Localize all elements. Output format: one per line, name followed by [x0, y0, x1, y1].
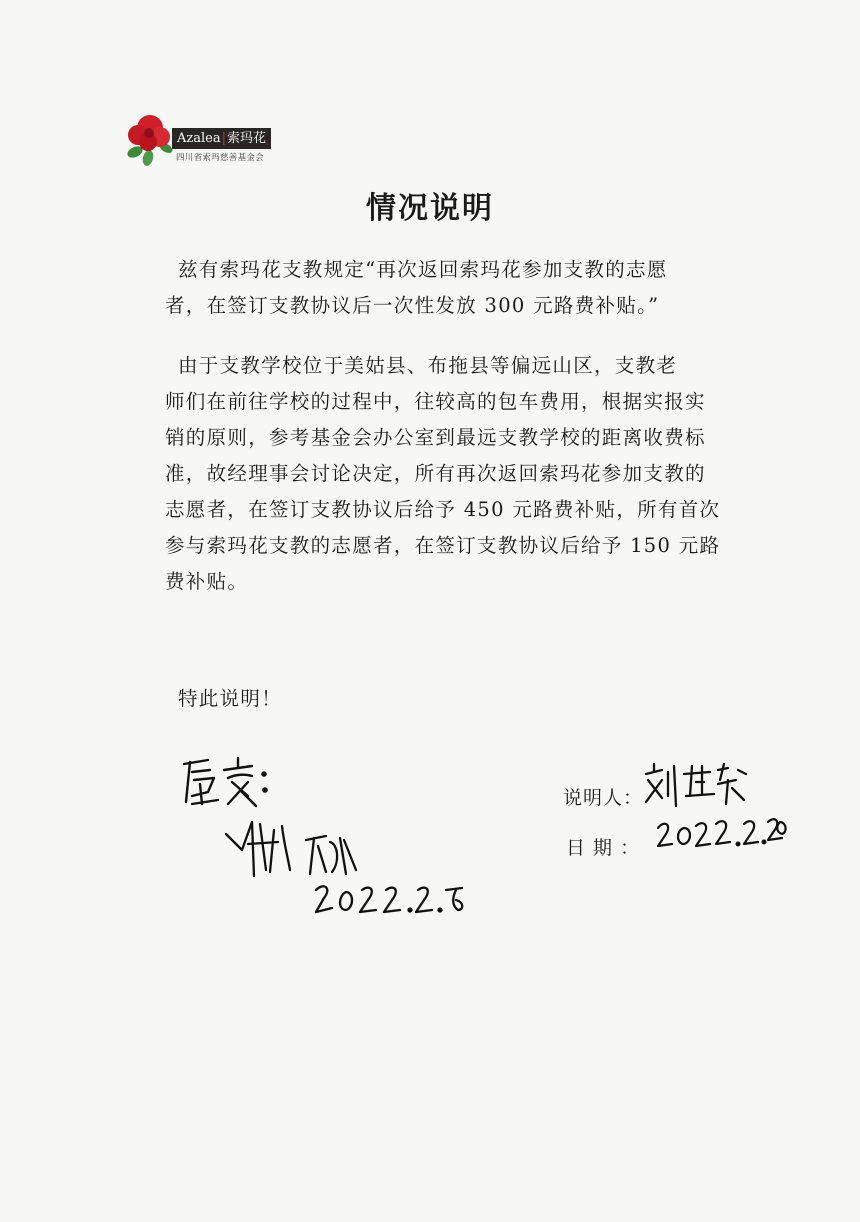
logo-org-name: 四川省索玛慈善基金会	[176, 153, 265, 163]
logo-brand-cn: 索玛花	[226, 131, 266, 146]
handwritten-approval-label	[178, 752, 278, 814]
paragraph-2	[165, 348, 765, 600]
paragraph-line: 志愿者，在签订支教协议后给予 450 元路费补贴，所有首次	[165, 498, 721, 521]
approver-date-handwritten	[306, 876, 476, 924]
paragraph-line: 费补贴。	[165, 570, 249, 593]
date-label: 日 期 ：	[566, 837, 641, 859]
explainer-date-handwritten	[652, 812, 792, 860]
paragraph-line: 由于支教学校位于美姑县、布拖县等偏远山区，支教老	[178, 354, 678, 377]
approver-signature	[222, 814, 362, 884]
page-title: 情况说明	[366, 191, 494, 226]
paragraph-line: 准，故经理事会讨论决定，所有再次返回索玛花参加支教的	[165, 462, 706, 485]
paragraph-line: 参与索玛花支教的志愿者，在签订支教协议后给予 150 元路	[165, 534, 721, 557]
paragraph-line: 师们在前往学校的过程中，往较高的包车费用，根据实报实	[165, 390, 706, 413]
logo-band: Azalea|索玛花	[172, 128, 271, 149]
handwriting-transcript	[0, 0, 1, 1]
logo-brand-en: Azalea	[177, 131, 221, 146]
paragraph-line: 兹有索玛花支教规定“再次返回索玛花参加支教的志愿	[178, 258, 668, 281]
closing-statement: 特此说明！	[178, 687, 283, 710]
paragraph-line: 者，在签订支教协议后一次性发放 300 元路费补贴。”	[165, 294, 660, 317]
azalea-flower-icon	[126, 108, 178, 166]
explainer-label: 说明人：	[563, 787, 644, 809]
paragraph-line: 销的原则，参考基金会办公室到最远支教学校的距离收费标	[165, 426, 706, 449]
foundation-logo	[126, 108, 286, 168]
paragraph-1	[165, 252, 765, 324]
explainer-signature	[640, 760, 750, 810]
